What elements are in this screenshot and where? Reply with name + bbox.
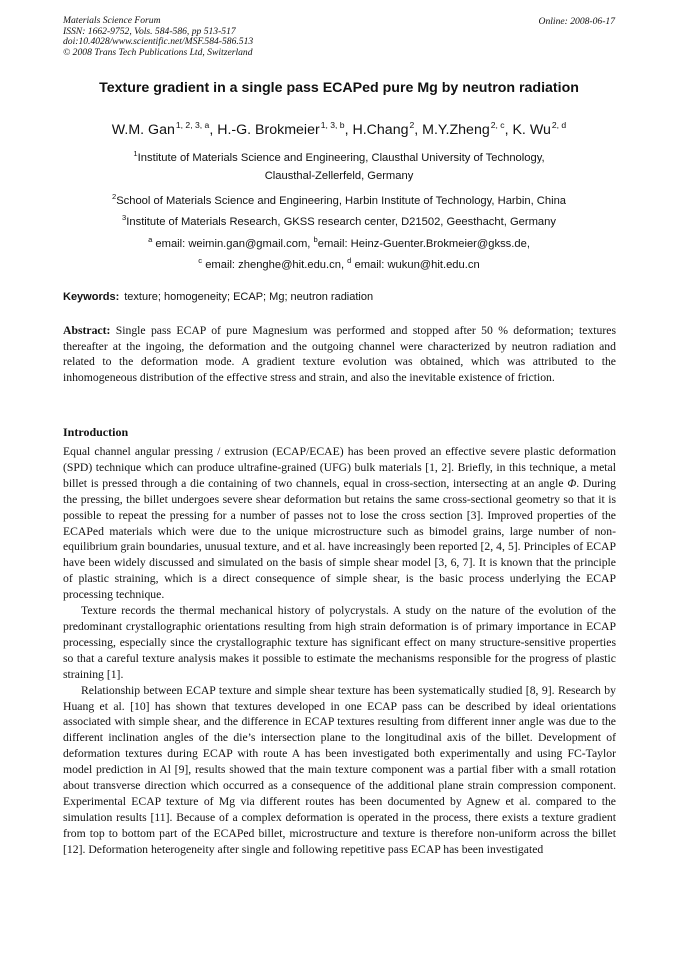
issn-line: ISSN: 1662-9752, Vols. 584-586, pp 513-517: [63, 25, 236, 37]
journal-header: [63, 16, 253, 58]
affiliation-2: $^2$School of Materials Science and Engineering, Harbin Institute of Technology, Harbin, China: [111, 192, 567, 207]
author: H.Chang$^2$,: [352, 120, 423, 138]
introduction-body: [63, 444, 616, 858]
doi-line: doi:10.4028/www.scientific.net/MSF.584-586.513: [63, 36, 254, 48]
author: K. Wu$^{2, d}$: [512, 120, 567, 138]
abstract-label: Abstract:: [63, 324, 111, 337]
author: M.Y.Zheng$^{2, c}$,: [422, 120, 513, 138]
affiliation-3: $^3$Institute of Materials Research, GKSS research center, D21502, Geesthacht, Germany: [122, 213, 556, 228]
paragraph: Relationship between ECAP texture and simple shear texture has been systematically studied [8, 9]. Research by Huang et al. [10] has shown that textures developed in one ECAP pass can be described by ideal orientations associated with simple shear, and the difference in ECAP textures resulting from different inner angle was due to the different inclination angles of the die’s intersection plane to the longitudinal axis of the billet. Development of deformation textures during ECAP with route A has been investigated both experimentally and using FC-Taylor model prediction in Al [9], results showed that the main texture component was a partial fiber with a small rotation about transverse direction which occurred as a consequence of the additional plane strain compression component. Experimental ECAP texture of Mg via different routes has been documented by Agnew et al. compared to the simulation results [11]. Because of a complex deformation is operated in the process, there exists a texture gradient from top to bottom part of the ECAPed billet, microstructure and texture is therefore non-uniform across the billet [12]. Deformation heterogeneity after single and following repetitive pass ECAP has been investigated: [63, 683, 616, 856]
paper-title: Texture gradient in a single pass ECAPed pure Mg by neutron radiation: [99, 80, 579, 96]
author-list: [0, 120, 678, 138]
author: H.-G. Brokmeier$^{1, 3, b}$,: [217, 120, 353, 138]
copyright-line: © 2008 Trans Tech Publications Ltd, Switzerland: [63, 46, 253, 58]
abstract: [63, 323, 616, 385]
paragraph: Texture records the thermal mechanical history of polycrystals. A study on the nature of the evolution of the predominant crystallographic orientations resulting from high strain deformation is of primary importance in ECAP processing, especially since the crystallographic texture has significant effect on many structure-sensitive properties so that a careful texture analysis makes it possible to estimate the mechanisms responsible for the progress of plastic straining [1].: [63, 604, 616, 681]
email-line-1: $^a$ email: weimin.gan@gmail.com, $^b$email: Heinz-Guenter.Brokmeier@gkss.de,: [148, 235, 530, 250]
online-date: Online: 2008-06-17: [538, 16, 615, 27]
paragraph: Equal channel angular pressing / extrusion (ECAP/ECAE) has been proved an effective severe plastic deformation (SPD) technique which can produce ultrafine-grained (UFG) bulk materials [1, 2]. Briefly, in this technique, a metal billet is pressed through a die containing of two channels, equal in cross-section, intersecting at an angle Φ. During the pressing, the billet undergoes severe shear deformation but retains the same cross-sectional geometry so that it is possible to repeat the pressing for a number of passes not to lose the cross section [3]. Improved properties of the ECAPed materials which were due to the unique microstructure such as bimodel grains, large number of non-equilibrium grain boundaries, unusual texture, and et al. have increasingly been reported [2, 4, 5]. Principles of ECAP have been widely discussed and simulated on the basis of simple shear model [3, 6, 7]. It is known that the principle of plastic straining, which is a direct consequence of simple shear, is the basic process underlying the ECAP processing technique.: [63, 445, 616, 602]
author: W.M. Gan$^{1, 2, 3, a}$,: [111, 120, 218, 138]
journal-name: Materials Science Forum: [63, 15, 161, 26]
keywords: [63, 291, 373, 303]
keywords-label: Keywords:: [63, 291, 120, 303]
affiliation-1: $^1$Institute of Materials Science and Engineering, Clausthal University of Technology,: [133, 149, 545, 164]
email-line-2: $^c$ email: zhenghe@hit.edu.cn, $^d$ email: wukun@hit.edu.cn: [198, 256, 480, 271]
affiliation-1-location: Clausthal-Zellerfeld, Germany: [264, 170, 414, 182]
keywords-text: texture; homogeneity; ECAP; Mg; neutron radiation: [124, 291, 374, 303]
abstract-text: Single pass ECAP of pure Magnesium was performed and stopped after 50 % deformation; textures thereafter at the ingoing, the deformation and the outgoing channel were characterized by neutron radiation and related to the deformation mode. A gradient texture evolution was obtained, which was attributed to the inhomogeneous distribution of the effective stress and strain, and also the inevitable existence of friction.: [63, 324, 616, 384]
section-heading-introduction: Introduction: [63, 425, 129, 439]
